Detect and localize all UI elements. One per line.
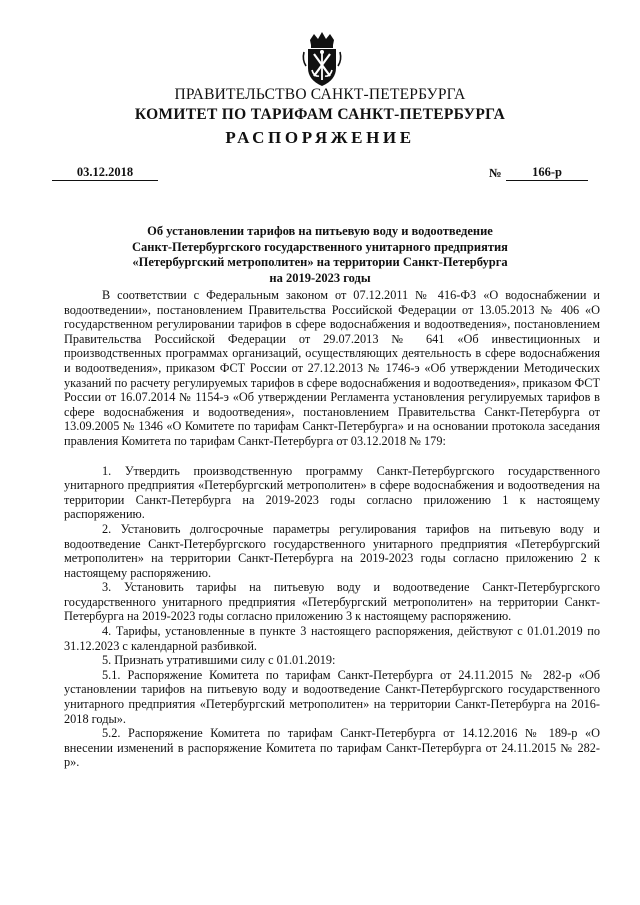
document-date: 03.12.2018 — [52, 164, 158, 181]
preamble-paragraph: В соответствии с Федеральным законом от 07.12.2011 № 416-ФЗ «О водоснабжении и водоотведении», постановлением Правительства Российской Федерации от 13.05.2013 № 406 «О государственном регулировании тарифов в сфере водоснабжения и водоотведения», постановлением Правительства Российской Федерации от 29.07.2013 № 641 «Об инвестиционных и производственных программах организаций, осуществляющих деятельность в сфере водоснабжения и водоотведения», приказом ФСТ России от 27.12.2013 № 1746-э «Об утверждении Методических указаний по расчету регулируемых тарифов в сфере водоснабжения и водоотведения», приказом ФСТ России от 16.07.2014 № 1154-э «Об утверждении Регламента установления регулируемых тарифов в сфере водоснабжения и водоотведения», постановлением Правительства Санкт-Петербурга от 13.09.2005 № 1346 «О Комитете по тарифам Санкт-Петербурга» и на основании протокола заседания правления Комитета по тарифам Санкт-Петербурга от 03.12.2018 № 179: — [64, 288, 600, 448]
document-title — [0, 224, 640, 286]
item-4: 4. Тарифы, установленные в пункте 3 настоящего распоряжения, действуют с 01.01.2019 по 31.12.2023 с календарной разбивкой. — [64, 624, 600, 653]
title-line: Об установлении тарифов на питьевую воду и водоотведение — [147, 224, 493, 238]
title-line: «Петербургский метрополитен» на территории Санкт-Петербурга — [132, 255, 508, 270]
title-line: на 2019-2023 годы — [269, 270, 371, 285]
document-type: РАСПОРЯЖЕНИЕ — [225, 128, 415, 147]
item-3: 3. Установить тарифы на питьевую воду и водоотведение Санкт-Петербургского государственного унитарного предприятия «Петербургский метрополитен» на территории Санкт-Петербурга на 2019-2023 годы согласно приложению 3 к настоящему распоряжению. — [64, 580, 600, 624]
item-2: 2. Установить долгосрочные параметры регулирования тарифов на питьевую воду и водоотведение Санкт-Петербургского государственного унитарного предприятия «Петербургский метрополитен» на территории Санкт-Петербурга на 2019-2023 годы согласно приложению 2 к настоящему распоряжению. — [64, 521, 600, 580]
document-number: 166-р — [506, 164, 588, 181]
item-1: 1. Утвердить производственную программу Санкт-Петербургского государственного унитарного предприятия «Петербургский метрополитен» в сфере водоснабжения и водоотведения на территории Санкт-Петербурга на 2019-2023 годы согласно приложению 1 к настоящему распоряжению. — [64, 463, 600, 522]
committee-name: КОМИТЕТ ПО ТАРИФАМ САНКТ-ПЕТЕРБУРГА — [134, 106, 506, 123]
coat-of-arms-icon — [300, 30, 344, 88]
document-body — [64, 288, 600, 770]
paragraph-gap — [64, 449, 600, 464]
item-5: 5. Признать утратившими силу с 01.01.2019: — [102, 653, 336, 668]
item-5-1: 5.1. Распоряжение Комитета по тарифам Санкт-Петербурга от 24.11.2015 № 282-р «Об установлении тарифов на питьевую воду и водоотведение Санкт-Петербургского государственного унитарного предприятия «Петербургский метрополитен» на территории Санкт-Петербурга на 2016-2018 годы». — [64, 667, 600, 726]
government-name: ПРАВИТЕЛЬСТВО САНКТ-ПЕТЕРБУРГА — [174, 86, 466, 103]
item-5-2: 5.2. Распоряжение Комитета по тарифам Санкт-Петербурга от 14.12.2016 № 189-р «О внесении изменений в распоряжение Комитета по тарифам Санкт-Петербурга от 24.11.2015 № 282-р». — [64, 726, 600, 770]
number-label: № — [489, 166, 502, 180]
title-line: Санкт-Петербургского государственного унитарного предприятия — [132, 239, 508, 254]
